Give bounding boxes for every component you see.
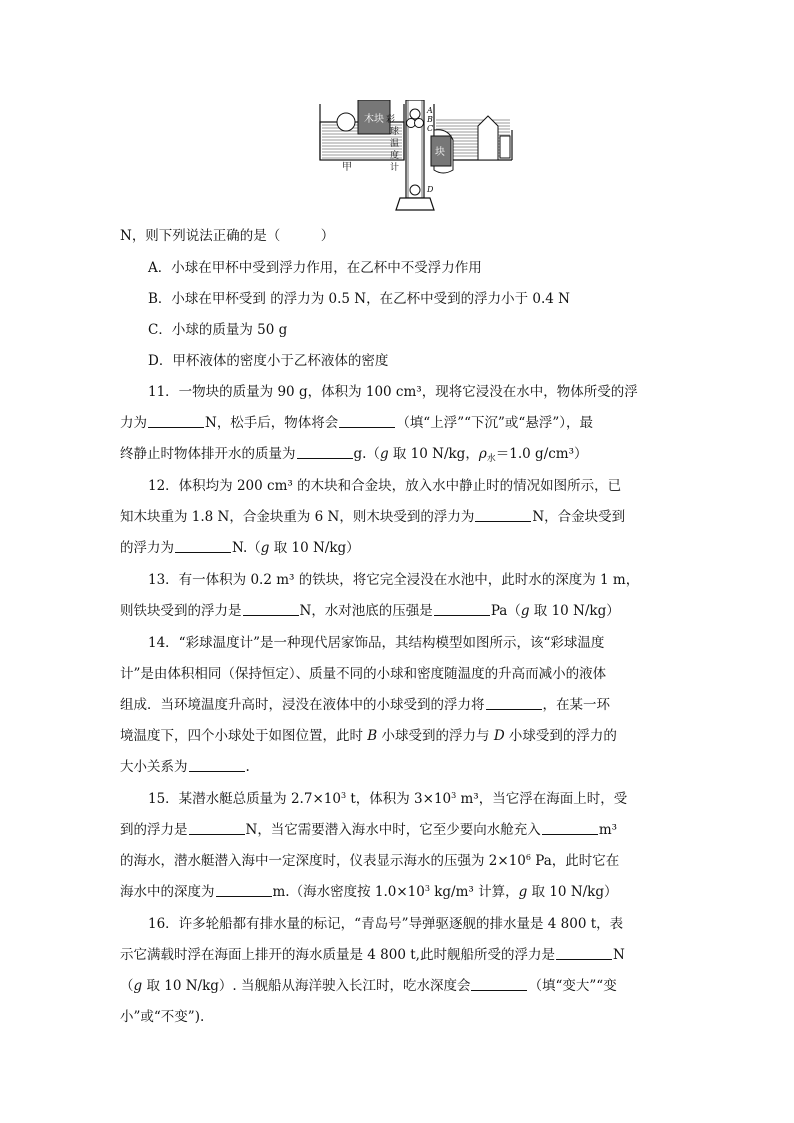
answer-blank[interactable] (189, 757, 245, 772)
ball-D-label: D (427, 185, 434, 194)
ball-thermometer (386, 100, 434, 210)
q11-text: g.（ (353, 446, 380, 462)
q12-text: 的浮力为 (120, 540, 174, 556)
q10-option-b: B．小球在甲杯受到 的浮力为 0.5 N，在乙杯中受到的浮力小于 0.4 N (148, 291, 570, 307)
wood-block-label: 木块 (364, 114, 384, 125)
symbol-g: g (520, 603, 530, 619)
q15-text: 15．某潜水艇总质量为 2.7×10 (148, 791, 341, 807)
q11-text: 力为 (120, 415, 147, 431)
q15-text: 到的浮力是 (120, 822, 188, 838)
experiment-figure (318, 100, 514, 218)
answer-blank[interactable] (216, 882, 272, 897)
beaker-jia-label: 甲 (342, 162, 352, 173)
symbol-D: D (493, 728, 505, 744)
q14-line-4 (120, 726, 617, 746)
q14-text: 组成．当环境温度升高时，浸没在液体中的小球受到的浮力将 (120, 697, 485, 713)
ball-C-label: C (427, 124, 434, 133)
answer-blank[interactable] (486, 695, 542, 710)
ball-A (410, 109, 420, 119)
q14-line-2: 计”是由体积相同（保持恒定）、质量不同的小球和密度随温度的升高而减小的液体 (120, 666, 607, 682)
q15-text: m.（海水密度按 1.0×10 (272, 884, 425, 900)
symbol-g: g (133, 978, 143, 994)
q12-text: 知木块重为 1.8 N，合金块重为 6 N，则木块受到的浮力为 (120, 509, 475, 525)
ball-in-jia (337, 113, 355, 131)
thermometer-label-1: 彩 (386, 115, 396, 125)
answer-blank[interactable] (471, 976, 527, 991)
q15-text: 取 10 N/kg） (527, 884, 618, 900)
q11-text: 终静止时物体排开水的质量为 (120, 446, 296, 462)
q11-text: 取 10 N/kg， (388, 446, 479, 462)
q15-text: m³ (598, 822, 618, 838)
q16-text: N (612, 947, 625, 963)
answer-blank[interactable] (189, 820, 245, 835)
thermometer-label-3: 温 (390, 139, 400, 149)
q14-text: 小球受到的浮力的 (504, 728, 617, 744)
q15-line-1 (148, 789, 627, 809)
q15-text: 的海水，潜水艇潜入海中一定深度时，仪表显示海水的压强为 2×10 (120, 853, 526, 869)
q14-text: 小球受到的浮力与 (377, 728, 494, 744)
q16-text: 示它满载时浮在海面上排开的海水质量是 4 800 t,此时舰船所受的浮力是 (120, 947, 555, 963)
subscript-water: 水 (486, 454, 496, 464)
q14-line-1: 14．“彩球温度计”是一种现代居家饰品，其结构模型如图所示，该“彩球温度 (148, 635, 605, 651)
q16-line-1: 16．许多轮船都有排水量的标记，“青岛号”导弹驱逐舰的排水量是 4 800 t，表 (148, 916, 624, 932)
q13-text: Pa（ (490, 603, 521, 619)
q15-text: Pa，此时它在 (530, 853, 620, 869)
q15-exponent: 3 (424, 884, 430, 893)
q15-text: kg/m³ 计算， (429, 884, 519, 900)
symbol-rho: ρ (478, 446, 487, 462)
q14-text: ，在某一环 (542, 697, 610, 713)
symbol-g: g (518, 884, 528, 900)
thermometer-label-5: 计 (390, 163, 400, 173)
answer-blank[interactable] (243, 601, 299, 616)
q11-line-3 (120, 444, 588, 464)
q15-text: t，体积为 3×10 (346, 791, 452, 807)
q14-text: 大小关系为 (120, 759, 188, 775)
answer-blank[interactable] (339, 413, 395, 428)
ball-D (410, 185, 420, 195)
beaker-right (431, 104, 512, 173)
q16-text: （ (120, 978, 134, 994)
q11-text: （填“上浮”“下沉”或“悬浮”），最 (396, 415, 593, 431)
q12-line-3 (120, 538, 360, 558)
answer-blank[interactable] (175, 538, 231, 553)
alloy-block-label: 块 (435, 147, 445, 158)
q12-text: N，合金块受到 (532, 509, 626, 525)
symbol-g: g (260, 540, 270, 556)
q16-line-3 (120, 976, 617, 996)
answer-blank[interactable] (148, 413, 204, 428)
answer-blank[interactable] (542, 820, 598, 835)
q12-text: N.（ (232, 540, 261, 556)
ball-C (415, 119, 424, 128)
q11-line-2 (120, 413, 593, 433)
q10-stem: N，则下列说法正确的是（ ） (120, 228, 335, 244)
q10-option-d: D．甲杯液体的密度小于乙杯液体的密度 (148, 353, 389, 369)
q12-line-2 (120, 507, 625, 527)
q14-line-5 (120, 757, 250, 777)
q16-line-4: 小”或“不变”). (120, 1009, 205, 1025)
q15-exponent: 6 (525, 853, 531, 862)
q13-text: 则铁块受到的浮力是 (120, 603, 242, 619)
answer-blank[interactable] (297, 444, 353, 459)
q10-option-c: C．小球的质量为 50 g (148, 322, 288, 338)
answer-blank[interactable] (556, 945, 612, 960)
q15-text: m³，当它浮在海面上时，受 (456, 791, 628, 807)
q14-text: . (245, 759, 250, 775)
q15-line-3 (120, 851, 619, 871)
q14-text: 境温度下，四个小球处于如图位置，此时 (120, 728, 368, 744)
q11-text: ＝1.0 g/cm³） (495, 446, 588, 462)
symbol-g: g (379, 446, 389, 462)
q13-text: 取 10 N/kg） (529, 603, 620, 619)
q14-line-3 (120, 695, 610, 715)
q16-text: （填“变大”“变 (528, 978, 617, 994)
ball-B-label: B (427, 115, 433, 124)
q15-text: 海水中的深度为 (120, 884, 215, 900)
symbol-B: B (367, 728, 378, 744)
q12-text: 取 10 N/kg） (269, 540, 360, 556)
q15-line-4 (120, 882, 618, 902)
q11-line-1: 11．一物块的质量为 90 g，体积为 100 cm³，现将它浸没在水中，物体所受的浮 (148, 384, 638, 400)
q15-exponent: 3 (340, 791, 347, 800)
q13-line-1: 13．有一体积为 0.2 m³ 的铁块，将它完全浸没在水池中，此时水的深度为 1 m， (148, 572, 640, 588)
q13-text: N，水对池底的压强是 (299, 603, 433, 619)
q15-exponent: 3 (451, 791, 457, 800)
q10-option-a: A．小球在甲杯中受到浮力作用，在乙杯中不受浮力作用 (148, 260, 482, 276)
thermometer-label-2: 球 (390, 127, 400, 137)
q11-text: N，松手后，物体将会 (205, 415, 339, 431)
q15-line-2 (120, 820, 617, 840)
q16-line-2 (120, 945, 625, 965)
q16-text: 取 10 N/kg）. 当舰船从海洋驶入长江时，吃水深度会 (142, 978, 471, 994)
ball-A-label: A (427, 106, 433, 115)
q15-text: N，当它需要潜入海水中时，它至少要向水舱充入 (245, 822, 541, 838)
thermometer-label-4: 度 (390, 151, 400, 161)
answer-blank[interactable] (475, 507, 531, 522)
answer-blank[interactable] (434, 601, 490, 616)
q12-line-1: 12．体积均为 200 cm³ 的木块和合金块，放入水中静止时的情况如图所示，已 (148, 478, 622, 494)
q13-line-2 (120, 601, 620, 621)
thermometer-base (396, 198, 434, 210)
